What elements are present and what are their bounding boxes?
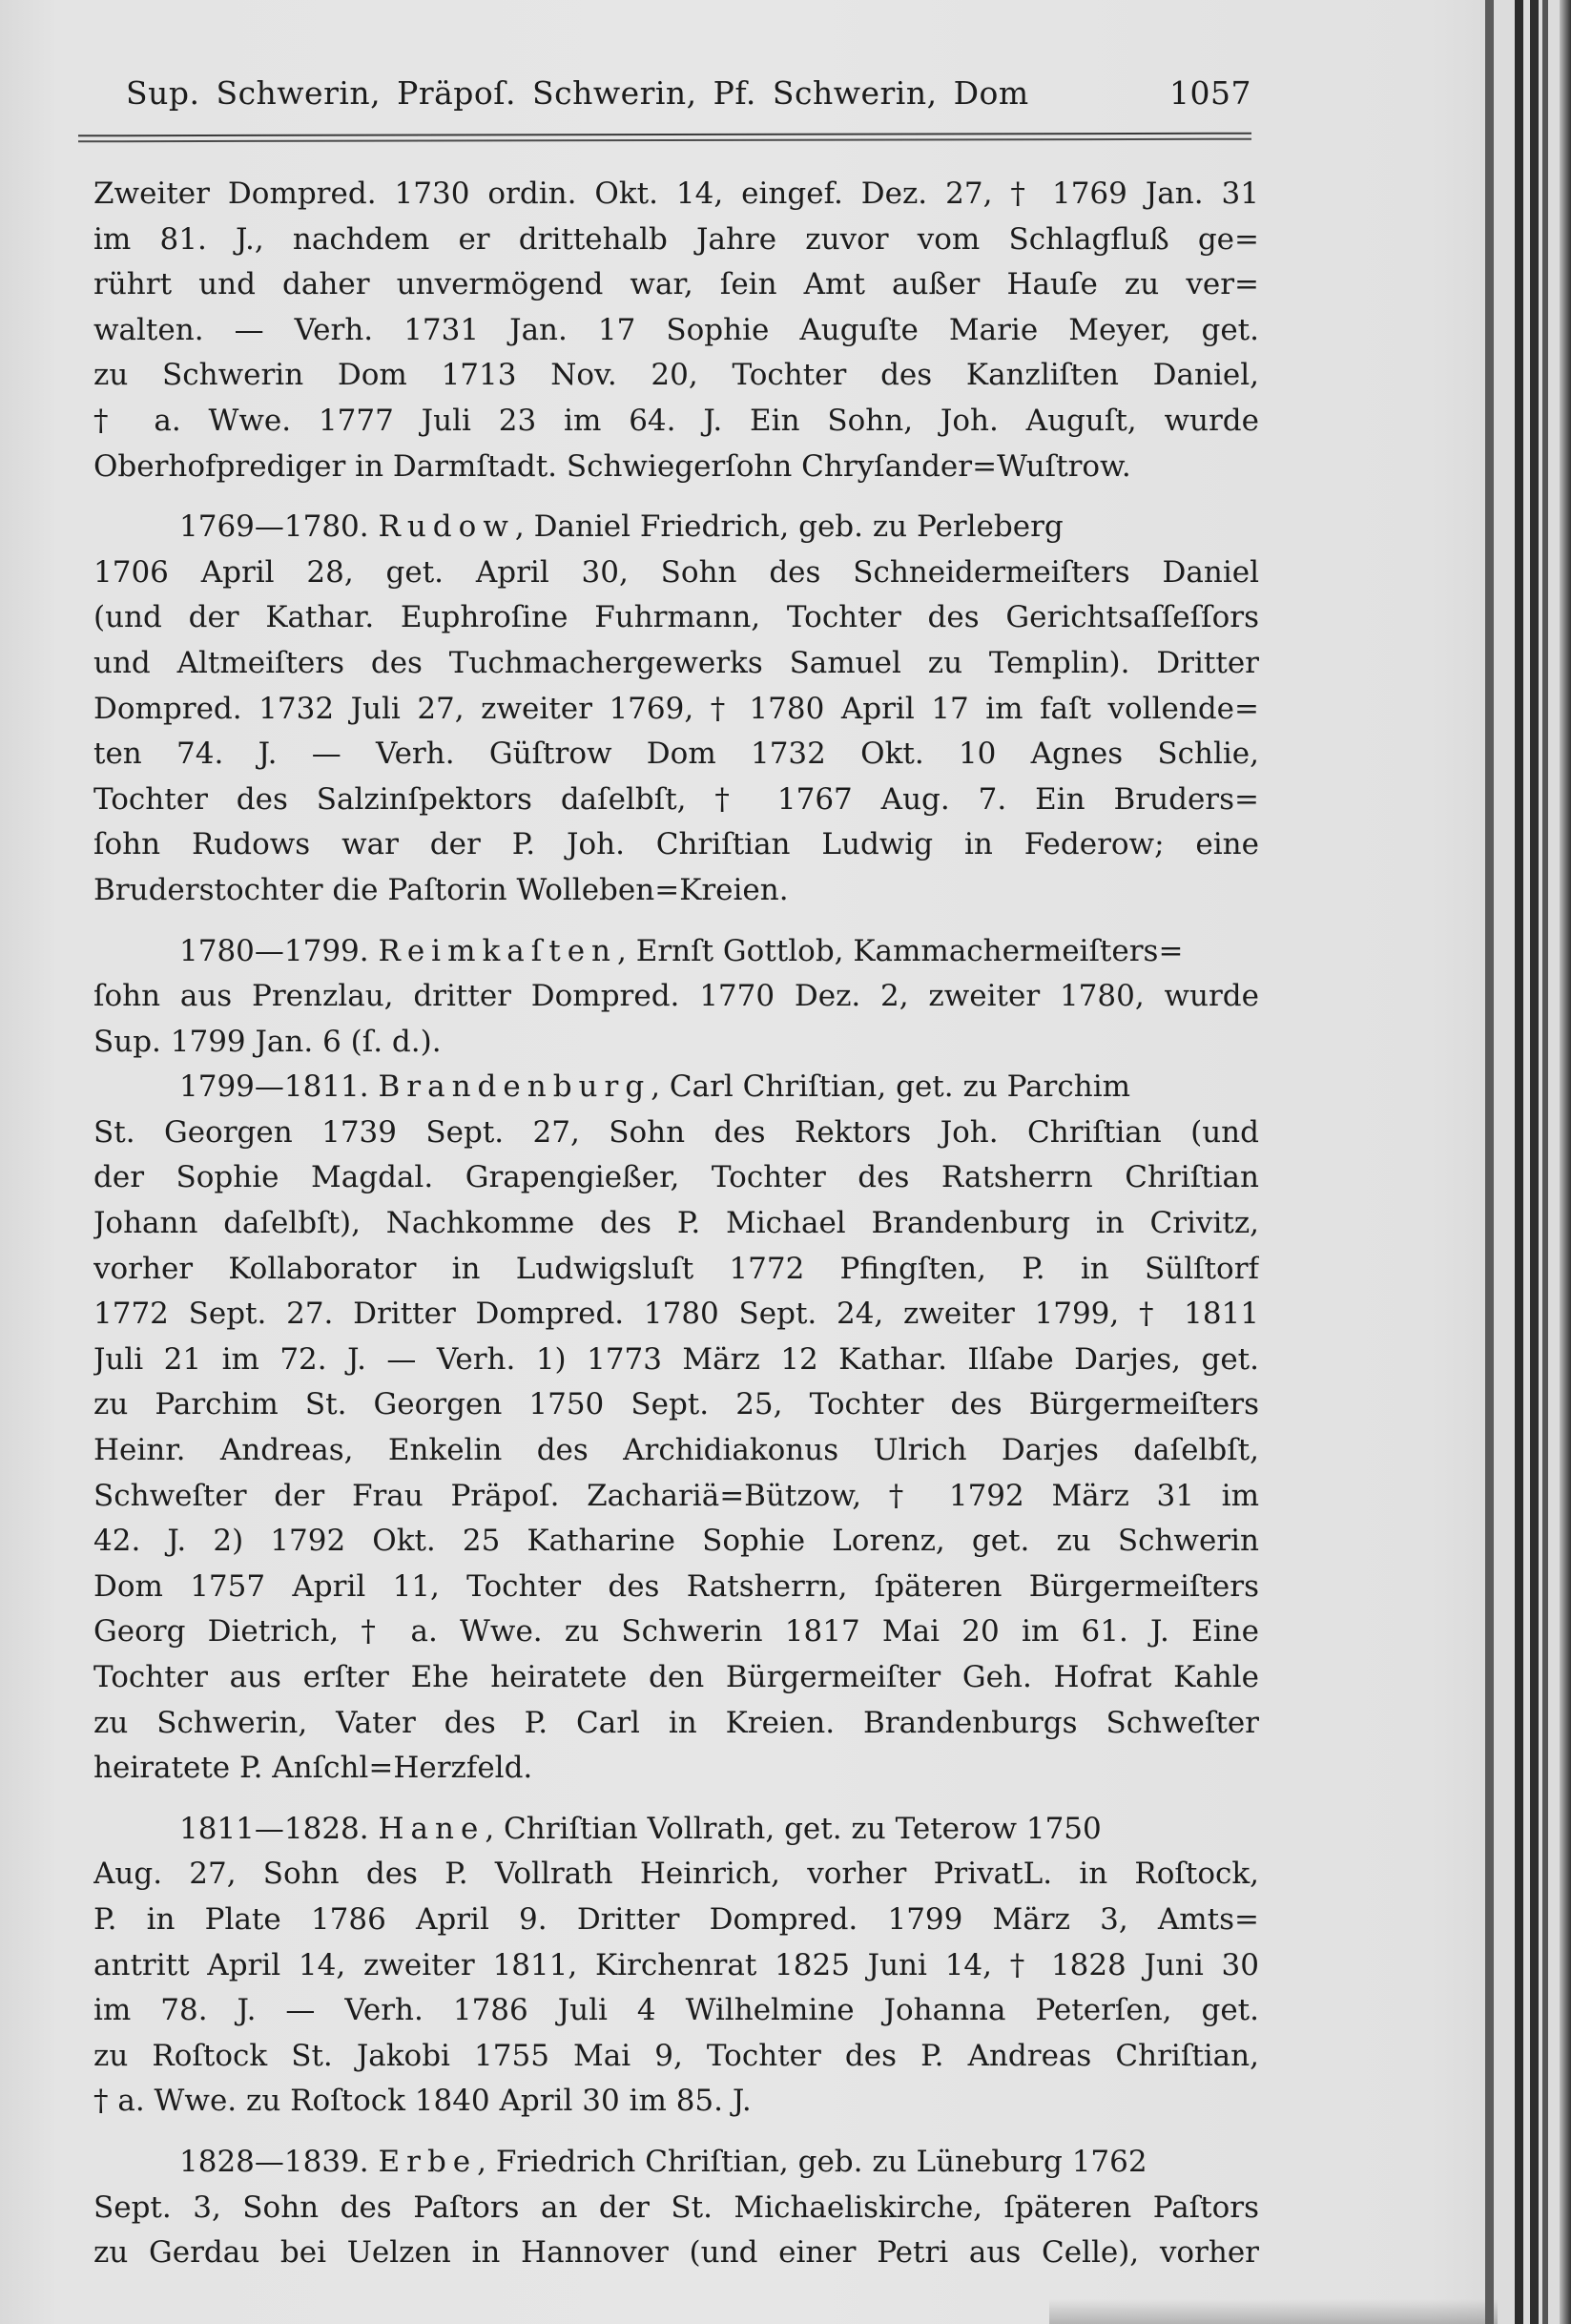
entry-years: 1780—1799. — [179, 933, 369, 968]
text-line: ſohn aus Prenzlau, dritter Dompred. 1770 Dez. 2, zweiter 1780, wurde — [93, 979, 1259, 1014]
text-line: heiratete P. Anſchl=Herzfeld. — [93, 1751, 533, 1786]
text-line: St. Georgen 1739 Sept. 27, Sohn des Rektors Joh. Chriſtian (und — [93, 1114, 1259, 1150]
text-line: ten 74. J. — Verh. Güſtrow Dom 1732 Okt. 10 Agnes Schlie, — [93, 737, 1259, 772]
text-line: zu Schwerin Dom 1713 Nov. 20, Tochter des Kanzliſten Daniel, — [93, 358, 1259, 393]
text-line: Johann daſelbſt), Nachkomme des P. Michael Brandenburg in Crivitz, — [93, 1206, 1259, 1241]
entry-rudow — [93, 505, 1259, 913]
page-number: 1057 — [1169, 74, 1251, 112]
text-fragment: , Chriſtian Vollrath, get. zu Teterow 1750 — [485, 1811, 1102, 1846]
text-line: vorher Kollaborator in Ludwigsluſt 1772 Pfingſten, P. in Sülſtorf — [93, 1251, 1259, 1286]
text-line: 1706 April 28, get. April 30, Sohn des Schneidermeiſters Daniel — [93, 554, 1259, 590]
text-fragment: , Carl Chriſtian, get. zu Parchim — [651, 1069, 1131, 1105]
header-rule-bottom — [78, 138, 1251, 143]
running-title: Sup. Schwerin, Präpoſ. Schwerin, Pf. Schwerin, Dom — [126, 74, 1029, 112]
text-fragment: , Friedrich Chriſtian, geb. zu Lüneburg 1762 — [477, 2144, 1147, 2179]
text-line: Dom 1757 April 11, Tochter des Ratsherrn, ſpäteren Bürgermeiſters — [93, 1568, 1259, 1604]
text-line: 1772 Sept. 27. Dritter Dompred. 1780 Sept. 24, zweiter 1799, † 1811 — [93, 1297, 1259, 1332]
entry-years: 1769—1780. — [179, 509, 369, 545]
body-text — [93, 172, 1259, 2276]
page-edge-shadow — [1560, 0, 1571, 2324]
text-line: ſohn Rudows war der P. Joh. Chriſtian Ludwig in Federow; eine — [93, 827, 1259, 862]
entry-first-line — [93, 505, 1259, 550]
binding-edge-line — [1485, 0, 1494, 2324]
running-header — [126, 74, 1251, 122]
entry-first-line — [93, 1807, 1259, 1853]
text-line: P. in Plate 1786 April 9. Dritter Dompred. 1799 März 3, Amts= — [93, 1901, 1259, 1937]
entry-years: 1811—1828. — [179, 1811, 369, 1846]
page-bottom-shadow — [1049, 2299, 1498, 2324]
text-line: Sept. 3, Sohn des Paſtors an der St. Michaeliskirche, ſpäteren Paſtors — [93, 2189, 1259, 2225]
text-line: Bruderstochter die Paſtorin Wolleben=Kreien. — [93, 872, 789, 907]
binding-edge-line — [1530, 0, 1539, 2324]
text-line: walten. — Verh. 1731 Jan. 17 Sophie Auguſte Marie Meyer, get. — [93, 312, 1259, 347]
text-line: zu Parchim St. Georgen 1750 Sept. 25, Tochter des Bürgermeiſters — [93, 1387, 1259, 1422]
binding-edge-line — [1515, 0, 1523, 2324]
paragraph-continuation — [93, 172, 1259, 489]
text-line: Georg Dietrich, † a. Wwe. zu Schwerin 1817 Mai 20 im 61. J. Eine — [93, 1614, 1259, 1650]
text-line: † a. Wwe. zu Roſtock 1840 April 30 im 85. J. — [93, 2084, 752, 2119]
entry-name: Hane — [378, 1811, 486, 1846]
text-line: zu Roſtock St. Jakobi 1755 Mai 9, Tochter des P. Andreas Chriſtian, — [93, 2038, 1259, 2073]
text-line: zu Gerdau bei Uelzen in Hannover (und einer Petri aus Celle), vorher — [93, 2235, 1259, 2271]
text-line: † a. Wwe. 1777 Juli 23 im 64. J. Ein Sohn, Joh. Auguſt, wurde — [93, 403, 1259, 438]
text-line: zu Schwerin, Vater des P. Carl in Kreien. Brandenburgs Schweſter — [93, 1705, 1259, 1740]
entry-years: 1828—1839. — [179, 2144, 369, 2179]
binding-edge-line — [1542, 0, 1548, 2324]
text-line: 42. J. 2) 1792 Okt. 25 Katharine Sophie Lorenz, get. zu Schwerin — [93, 1524, 1259, 1559]
text-line: rührt und daher unvermögend war, ſein Amt außer Hauſe zu ver= — [93, 267, 1259, 302]
text-line: Aug. 27, Sohn des P. Vollrath Heinrich, vorher PrivatL. in Roſtock, — [93, 1857, 1259, 1892]
text-line: Oberhofprediger in Darmſtadt. Schwiegerſohn Chryſander=Wuſtrow. — [93, 448, 1131, 484]
entry-first-line — [93, 929, 1259, 975]
text-line: Heinr. Andreas, Enkelin des Archidiakonus Ulrich Darjes daſelbſt, — [93, 1433, 1259, 1468]
entry-hane — [93, 1807, 1259, 2125]
text-line: und Altmeiſters des Tuchmachergewerks Samuel zu Templin). Dritter — [93, 645, 1259, 680]
text-line: im 78. J. — Verh. 1786 Juli 4 Wilhelmine Johanna Peterſen, get. — [93, 1993, 1259, 2028]
entry-years: 1799—1811. — [179, 1069, 369, 1105]
text-line: Dompred. 1732 Juli 27, zweiter 1769, † 1780 April 17 im faſt vollende= — [93, 691, 1259, 726]
text-line: Tochter des Salzinſpektors daſelbſt, † 1767 Aug. 7. Ein Bruders= — [93, 781, 1259, 817]
text-line: (und der Kathar. Euphroſine Fuhrmann, Tochter des Gerichtsaſſeſſors — [93, 600, 1259, 635]
text-line: Juli 21 im 72. J. — Verh. 1) 1773 März 12 Kathar. Ilſabe Darjes, get. — [93, 1341, 1259, 1377]
text-line: antritt April 14, zweiter 1811, Kirchenrat 1825 Juni 14, † 1828 Juni 30 — [93, 1947, 1259, 1982]
entry-brandenburg — [93, 1065, 1259, 1792]
entry-name: Rudow — [378, 509, 515, 545]
entry-name: Brandenburg — [378, 1069, 651, 1105]
text-line: der Sophie Magdal. Grapengießer, Tochter des Ratsherrn Chriſtian — [93, 1160, 1259, 1195]
entry-erbe — [93, 2140, 1259, 2276]
text-line: im 81. J., nachdem er drittehalb Jahre zuvor vom Schlagfluß ge= — [93, 221, 1259, 257]
entry-first-line — [93, 1065, 1259, 1110]
entry-name: Reimkaſten — [378, 933, 618, 968]
entry-name: Erbe — [378, 2144, 478, 2179]
text-line: Zweiter Dompred. 1730 ordin. Okt. 14, eingef. Dez. 27, † 1769 Jan. 31 — [93, 176, 1259, 211]
entry-first-line — [93, 2140, 1259, 2186]
entry-reimkasten — [93, 929, 1259, 1066]
text-fragment: , Ernſt Gottlob, Kammachermeiſters= — [617, 933, 1184, 968]
text-line: Tochter aus erſter Ehe heiratete den Bürgermeiſter Geh. Hofrat Kahle — [93, 1660, 1259, 1694]
text-line: Schweſter der Frau Präpoſ. Zachariä=Bützow, † 1792 März 31 im — [93, 1478, 1259, 1513]
text-fragment: , Daniel Friedrich, geb. zu Perleberg — [514, 509, 1064, 545]
text-line: Sup. 1799 Jan. 6 (ſ. d.). — [93, 1024, 442, 1059]
header-rule-top — [78, 133, 1251, 137]
